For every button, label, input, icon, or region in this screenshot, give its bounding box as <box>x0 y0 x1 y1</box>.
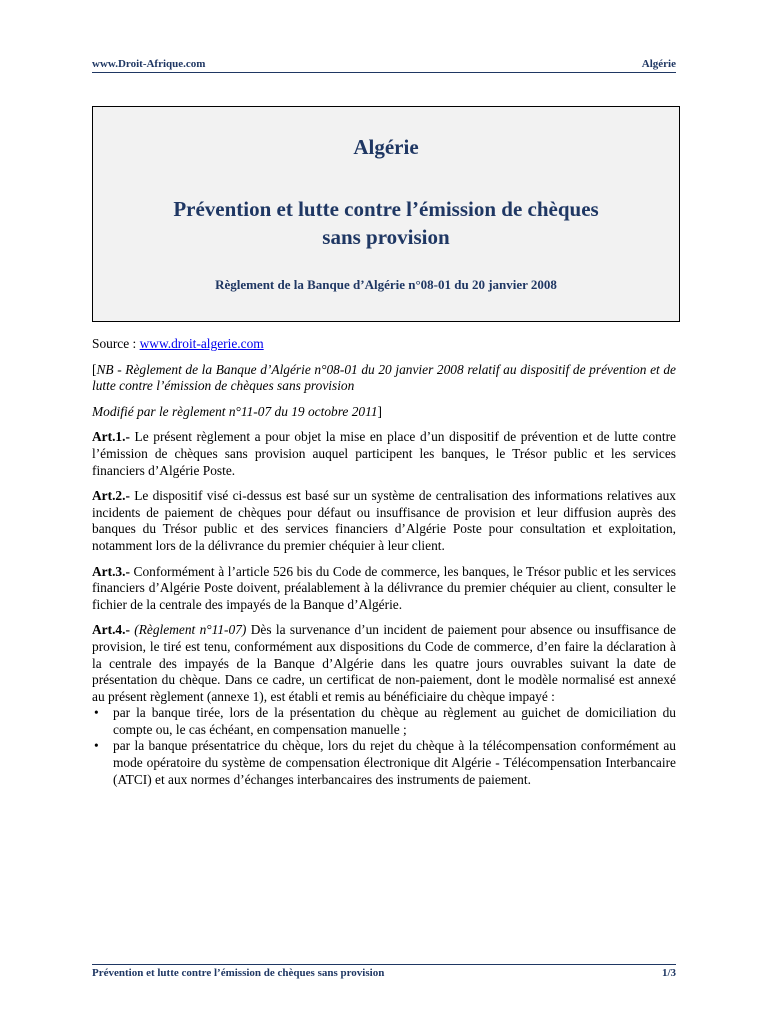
modified-close-bracket: ] <box>377 403 382 419</box>
footer-title: Prévention et lutte contre l’émission de chèques sans provision <box>92 967 385 979</box>
title-box <box>92 106 680 322</box>
source-label: Source : <box>92 336 140 351</box>
article-4-bullet-list <box>92 705 676 788</box>
article-2 <box>92 488 676 554</box>
nb-note <box>92 362 676 395</box>
article-label: Art.4.- <box>92 622 130 638</box>
article-text: Conformément à l’article 526 bis du Code de commerce, les banques, le Trésor public et les services financiers d’Algérie Poste doivent, préalablement à la délivrance du premier chéquier au client, consulter le fichier de la centrale des impayés de la Banque d’Algérie. <box>92 563 676 612</box>
header-country: Algérie <box>641 58 676 70</box>
article-label: Art.3.- <box>92 563 130 579</box>
source-link[interactable]: www.droit-algerie.com <box>139 336 264 351</box>
page-number: 1/3 <box>661 967 676 979</box>
title-line-1: Prévention et lutte contre l’émission de chèques <box>173 197 599 221</box>
document-title <box>113 195 659 251</box>
article-label: Art.2.- <box>92 488 130 504</box>
article-text: Dès la survenance d’un incident de paiement pour absence ou insuffisance de provision, le tiré est tenu, conformément aux dispositions du Code de commerce, d’en faire la déclaration à la centrale des impayés de la Banque d’Algérie dans les quatre jours ouvrables suivant la date de présentation du chèque. Dans ce cadre, un certificat de non-paiement, dont le modèle normalisé est annexé au présent règlement (annexe 1), est établi et remis au bénéficiaire du chèque impayé : <box>92 622 677 704</box>
header-website[interactable]: www.Droit-Afrique.com <box>92 58 206 70</box>
article-1 <box>92 429 676 479</box>
article-label: Art.1.- <box>92 429 130 445</box>
article-4-paragraph <box>92 622 676 705</box>
bullet-icon: • <box>94 705 99 721</box>
article-3 <box>92 564 676 614</box>
modified-text: Modifié par le règlement n°11-07 du 19 octobre 2011 <box>92 403 378 419</box>
title-country: Algérie <box>353 135 419 159</box>
list-item <box>92 738 676 788</box>
list-item-text: par la banque présentatrice du chèque, lors du rejet du chèque à la télécompensation conformément au mode opératoire du système de compensation électronique dit Algérie - Télécompensation Interbancaire (ATCI) et aux normes d’échanges interbancaires des instruments de paiement. <box>113 738 676 787</box>
bullet-icon: • <box>94 738 99 754</box>
article-4-amendment-note: (Règlement n°11-07) <box>129 622 247 638</box>
nb-text: NB - Règlement de la Banque d’Algérie n°08-01 du 20 janvier 2008 relatif au dispositif de prévention et de lutte contre l’émission de chèques sans provision <box>92 361 676 394</box>
list-item-text: par la banque tirée, lors de la présentation du chèque au règlement au guichet de domiciliation du compte ou, le cas échéant, en compensation manuelle ; <box>113 705 676 737</box>
page-header <box>92 58 676 73</box>
list-item <box>92 705 676 738</box>
regulation-reference: Règlement de la Banque d’Algérie n°08-01 du 20 janvier 2008 <box>215 277 557 292</box>
article-text: Le dispositif visé ci-dessus est basé sur un système de centralisation des informations relatives aux incidents de paiement de chèques pour défaut ou insuffisance de provision et leur diffusion auprès des banques du Trésor public et des services financiers d’Algérie Poste pour consultation et exploitation, notamment lors de la délivrance du premier chéquier à leur client. <box>92 488 676 553</box>
title-line-2: sans provision <box>322 225 450 249</box>
article-text: Le présent règlement a pour objet la mise en place d’un dispositif de prévention et de lutte contre l’émission de chèques sans provision auquel participent les banques, le Trésor public et les services financiers d’Algérie Poste. <box>92 429 676 478</box>
nb-open-bracket: [ <box>92 361 97 377</box>
page-footer <box>92 964 676 979</box>
modified-note <box>92 404 676 421</box>
article-4 <box>92 622 676 788</box>
source-line <box>92 336 676 353</box>
document-body <box>92 336 676 788</box>
